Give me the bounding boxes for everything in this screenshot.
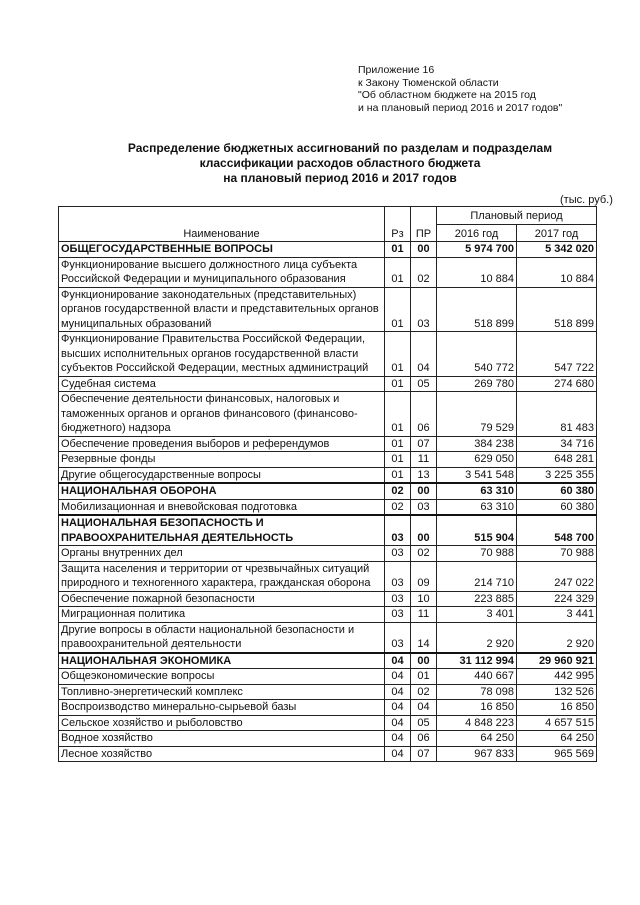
row-2016: 31 112 994 (437, 653, 517, 669)
row-rz: 03 (385, 515, 411, 546)
table-row (59, 591, 597, 607)
row-rz: 04 (385, 684, 411, 700)
row-name: Органы внутренних дел (59, 546, 385, 562)
row-pr: 00 (411, 242, 437, 258)
row-2017: 60 380 (517, 499, 597, 515)
row-pr: 14 (411, 622, 437, 653)
row-2016: 440 667 (437, 669, 517, 685)
row-2016: 63 310 (437, 483, 517, 499)
row-pr: 03 (411, 499, 437, 515)
row-2017: 3 225 355 (517, 467, 597, 483)
row-name: НАЦИОНАЛЬНАЯ ОБОРОНА (59, 483, 385, 499)
row-2016: 63 310 (437, 499, 517, 515)
table-row (59, 715, 597, 731)
row-name: НАЦИОНАЛЬНАЯ ЭКОНОМИКА (59, 653, 385, 669)
row-2017: 547 722 (517, 332, 597, 377)
table-row (59, 452, 597, 468)
row-pr: 06 (411, 731, 437, 747)
units-label: (тыс. руб.) (560, 194, 613, 206)
section-row (59, 653, 597, 669)
row-name: Лесное хозяйство (59, 746, 385, 762)
annex-line-4: и на плановый период 2016 и 2017 годов" (358, 101, 563, 114)
budget-table (58, 206, 597, 762)
title-line-2: классификации расходов областного бюджета (199, 156, 481, 170)
row-2016: 4 848 223 (437, 715, 517, 731)
table-row (59, 700, 597, 716)
row-pr: 07 (411, 436, 437, 452)
section-row (59, 515, 597, 546)
title-line-3: на плановый период 2016 и 2017 годов (223, 171, 457, 185)
annex-block (358, 64, 562, 114)
table-row (59, 467, 597, 483)
row-name: ОБЩЕГОСУДАРСТВЕННЫЕ ВОПРОСЫ (59, 242, 385, 258)
header-rz: Рз (385, 207, 411, 242)
document-title (70, 141, 610, 186)
row-pr: 04 (411, 700, 437, 716)
row-rz: 01 (385, 436, 411, 452)
row-name: Воспроизводство минерально-сырьевой базы (59, 700, 385, 716)
row-2016: 518 899 (437, 287, 517, 332)
annex-line-2: к Закону Тюменской области (358, 76, 499, 89)
row-pr: 00 (411, 653, 437, 669)
row-2016: 2 920 (437, 622, 517, 653)
row-rz: 02 (385, 499, 411, 515)
table-row (59, 499, 597, 515)
row-rz: 04 (385, 700, 411, 716)
row-2017: 16 850 (517, 700, 597, 716)
row-pr: 09 (411, 561, 437, 591)
row-rz: 01 (385, 392, 411, 437)
table-row (59, 257, 597, 287)
table-row (59, 376, 597, 392)
row-pr: 04 (411, 332, 437, 377)
row-name: Другие вопросы в области национальной безопасности и правоохранительной деятельности (59, 622, 385, 653)
section-row (59, 242, 597, 258)
row-name: Сельское хозяйство и рыболовство (59, 715, 385, 731)
row-rz: 04 (385, 746, 411, 762)
row-2016: 629 050 (437, 452, 517, 468)
row-2017: 648 281 (517, 452, 597, 468)
row-2017: 81 483 (517, 392, 597, 437)
row-pr: 11 (411, 607, 437, 623)
row-pr: 01 (411, 669, 437, 685)
row-name: Миграционная политика (59, 607, 385, 623)
table-row (59, 561, 597, 591)
row-2016: 70 988 (437, 546, 517, 562)
table-row (59, 746, 597, 762)
row-2016: 3 401 (437, 607, 517, 623)
row-2017: 965 569 (517, 746, 597, 762)
table-row (59, 332, 597, 377)
row-name: Резервные фонды (59, 452, 385, 468)
row-2016: 540 772 (437, 332, 517, 377)
row-2017: 442 995 (517, 669, 597, 685)
row-2016: 384 238 (437, 436, 517, 452)
row-2017: 132 526 (517, 684, 597, 700)
row-2016: 269 780 (437, 376, 517, 392)
header-name: Наименование (59, 207, 385, 242)
row-2017: 548 700 (517, 515, 597, 546)
row-rz: 02 (385, 483, 411, 499)
row-pr: 00 (411, 483, 437, 499)
row-2017: 64 250 (517, 731, 597, 747)
table-row (59, 622, 597, 653)
row-2016: 79 529 (437, 392, 517, 437)
table-row (59, 684, 597, 700)
annex-line-1: Приложение 16 (358, 64, 435, 76)
row-pr: 03 (411, 287, 437, 332)
row-rz: 04 (385, 669, 411, 685)
row-2017: 70 988 (517, 546, 597, 562)
header-2017: 2017 год (517, 224, 597, 242)
row-name: Функционирование Правительства Российской Федерации, высших исполнительных органов государственной власти субъектов Российской Федерации, местных администраций (59, 332, 385, 377)
row-rz: 03 (385, 591, 411, 607)
row-2016: 78 098 (437, 684, 517, 700)
header-2016: 2016 год (437, 224, 517, 242)
row-2017: 34 716 (517, 436, 597, 452)
table-row (59, 731, 597, 747)
row-pr: 10 (411, 591, 437, 607)
row-2016: 223 885 (437, 591, 517, 607)
row-name: Обеспечение деятельности финансовых, налоговых и таможенных органов и органов финансового (финансово-бюджетного) надзора (59, 392, 385, 437)
table-row (59, 436, 597, 452)
row-pr: 05 (411, 376, 437, 392)
row-rz: 01 (385, 257, 411, 287)
row-name: Другие общегосударственные вопросы (59, 467, 385, 483)
row-2017: 10 884 (517, 257, 597, 287)
row-pr: 00 (411, 515, 437, 546)
row-name: Обеспечение проведения выборов и референдумов (59, 436, 385, 452)
row-name: Мобилизационная и вневойсковая подготовка (59, 499, 385, 515)
row-rz: 01 (385, 467, 411, 483)
row-name: Топливно-энергетический комплекс (59, 684, 385, 700)
row-rz: 01 (385, 287, 411, 332)
row-2016: 515 904 (437, 515, 517, 546)
row-rz: 01 (385, 452, 411, 468)
header-planned-period: Плановый период (437, 207, 597, 225)
row-2017: 29 960 921 (517, 653, 597, 669)
row-pr: 11 (411, 452, 437, 468)
row-2017: 4 657 515 (517, 715, 597, 731)
row-rz: 03 (385, 607, 411, 623)
row-2017: 5 342 020 (517, 242, 597, 258)
table-row (59, 546, 597, 562)
row-pr: 07 (411, 746, 437, 762)
row-2017: 518 899 (517, 287, 597, 332)
row-2016: 967 833 (437, 746, 517, 762)
row-rz: 04 (385, 715, 411, 731)
row-2017: 274 680 (517, 376, 597, 392)
row-2017: 2 920 (517, 622, 597, 653)
table-row (59, 287, 597, 332)
row-2017: 247 022 (517, 561, 597, 591)
row-name: НАЦИОНАЛЬНАЯ БЕЗОПАСНОСТЬ И ПРАВООХРАНИТЕЛЬНАЯ ДЕЯТЕЛЬНОСТЬ (59, 515, 385, 546)
row-2016: 16 850 (437, 700, 517, 716)
row-2016: 214 710 (437, 561, 517, 591)
row-2016: 3 541 548 (437, 467, 517, 483)
row-rz: 03 (385, 622, 411, 653)
row-name: Обеспечение пожарной безопасности (59, 591, 385, 607)
section-row (59, 483, 597, 499)
title-line-1: Распределение бюджетных ассигнований по разделам и подразделам (127, 141, 553, 155)
row-rz: 01 (385, 242, 411, 258)
table-row (59, 607, 597, 623)
row-rz: 01 (385, 332, 411, 377)
row-2016: 64 250 (437, 731, 517, 747)
row-rz: 04 (385, 653, 411, 669)
row-pr: 02 (411, 546, 437, 562)
row-name: Защита населения и территории от чрезвычайных ситуаций природного и техногенного характера, гражданская оборона (59, 561, 385, 591)
table-body (59, 242, 597, 762)
row-name: Функционирование законодательных (представительных) органов государственной власти и представительных органов муниципальных образований (59, 287, 385, 332)
row-2017: 3 441 (517, 607, 597, 623)
header-pr: ПР (411, 207, 437, 242)
table-row (59, 392, 597, 437)
row-name: Водное хозяйство (59, 731, 385, 747)
row-pr: 05 (411, 715, 437, 731)
row-rz: 04 (385, 731, 411, 747)
row-rz: 03 (385, 546, 411, 562)
annex-line-3: "Об областном бюджете на 2015 год (358, 89, 536, 101)
table-row (59, 669, 597, 685)
row-pr: 06 (411, 392, 437, 437)
row-name: Функционирование высшего должностного лица субъекта Российской Федерации и муниципального образования (59, 257, 385, 287)
row-rz: 03 (385, 561, 411, 591)
row-pr: 13 (411, 467, 437, 483)
row-2016: 5 974 700 (437, 242, 517, 258)
row-rz: 01 (385, 376, 411, 392)
row-name: Общеэкономические вопросы (59, 669, 385, 685)
row-name: Судебная система (59, 376, 385, 392)
row-pr: 02 (411, 257, 437, 287)
row-pr: 02 (411, 684, 437, 700)
row-2017: 224 329 (517, 591, 597, 607)
row-2016: 10 884 (437, 257, 517, 287)
row-2017: 60 380 (517, 483, 597, 499)
